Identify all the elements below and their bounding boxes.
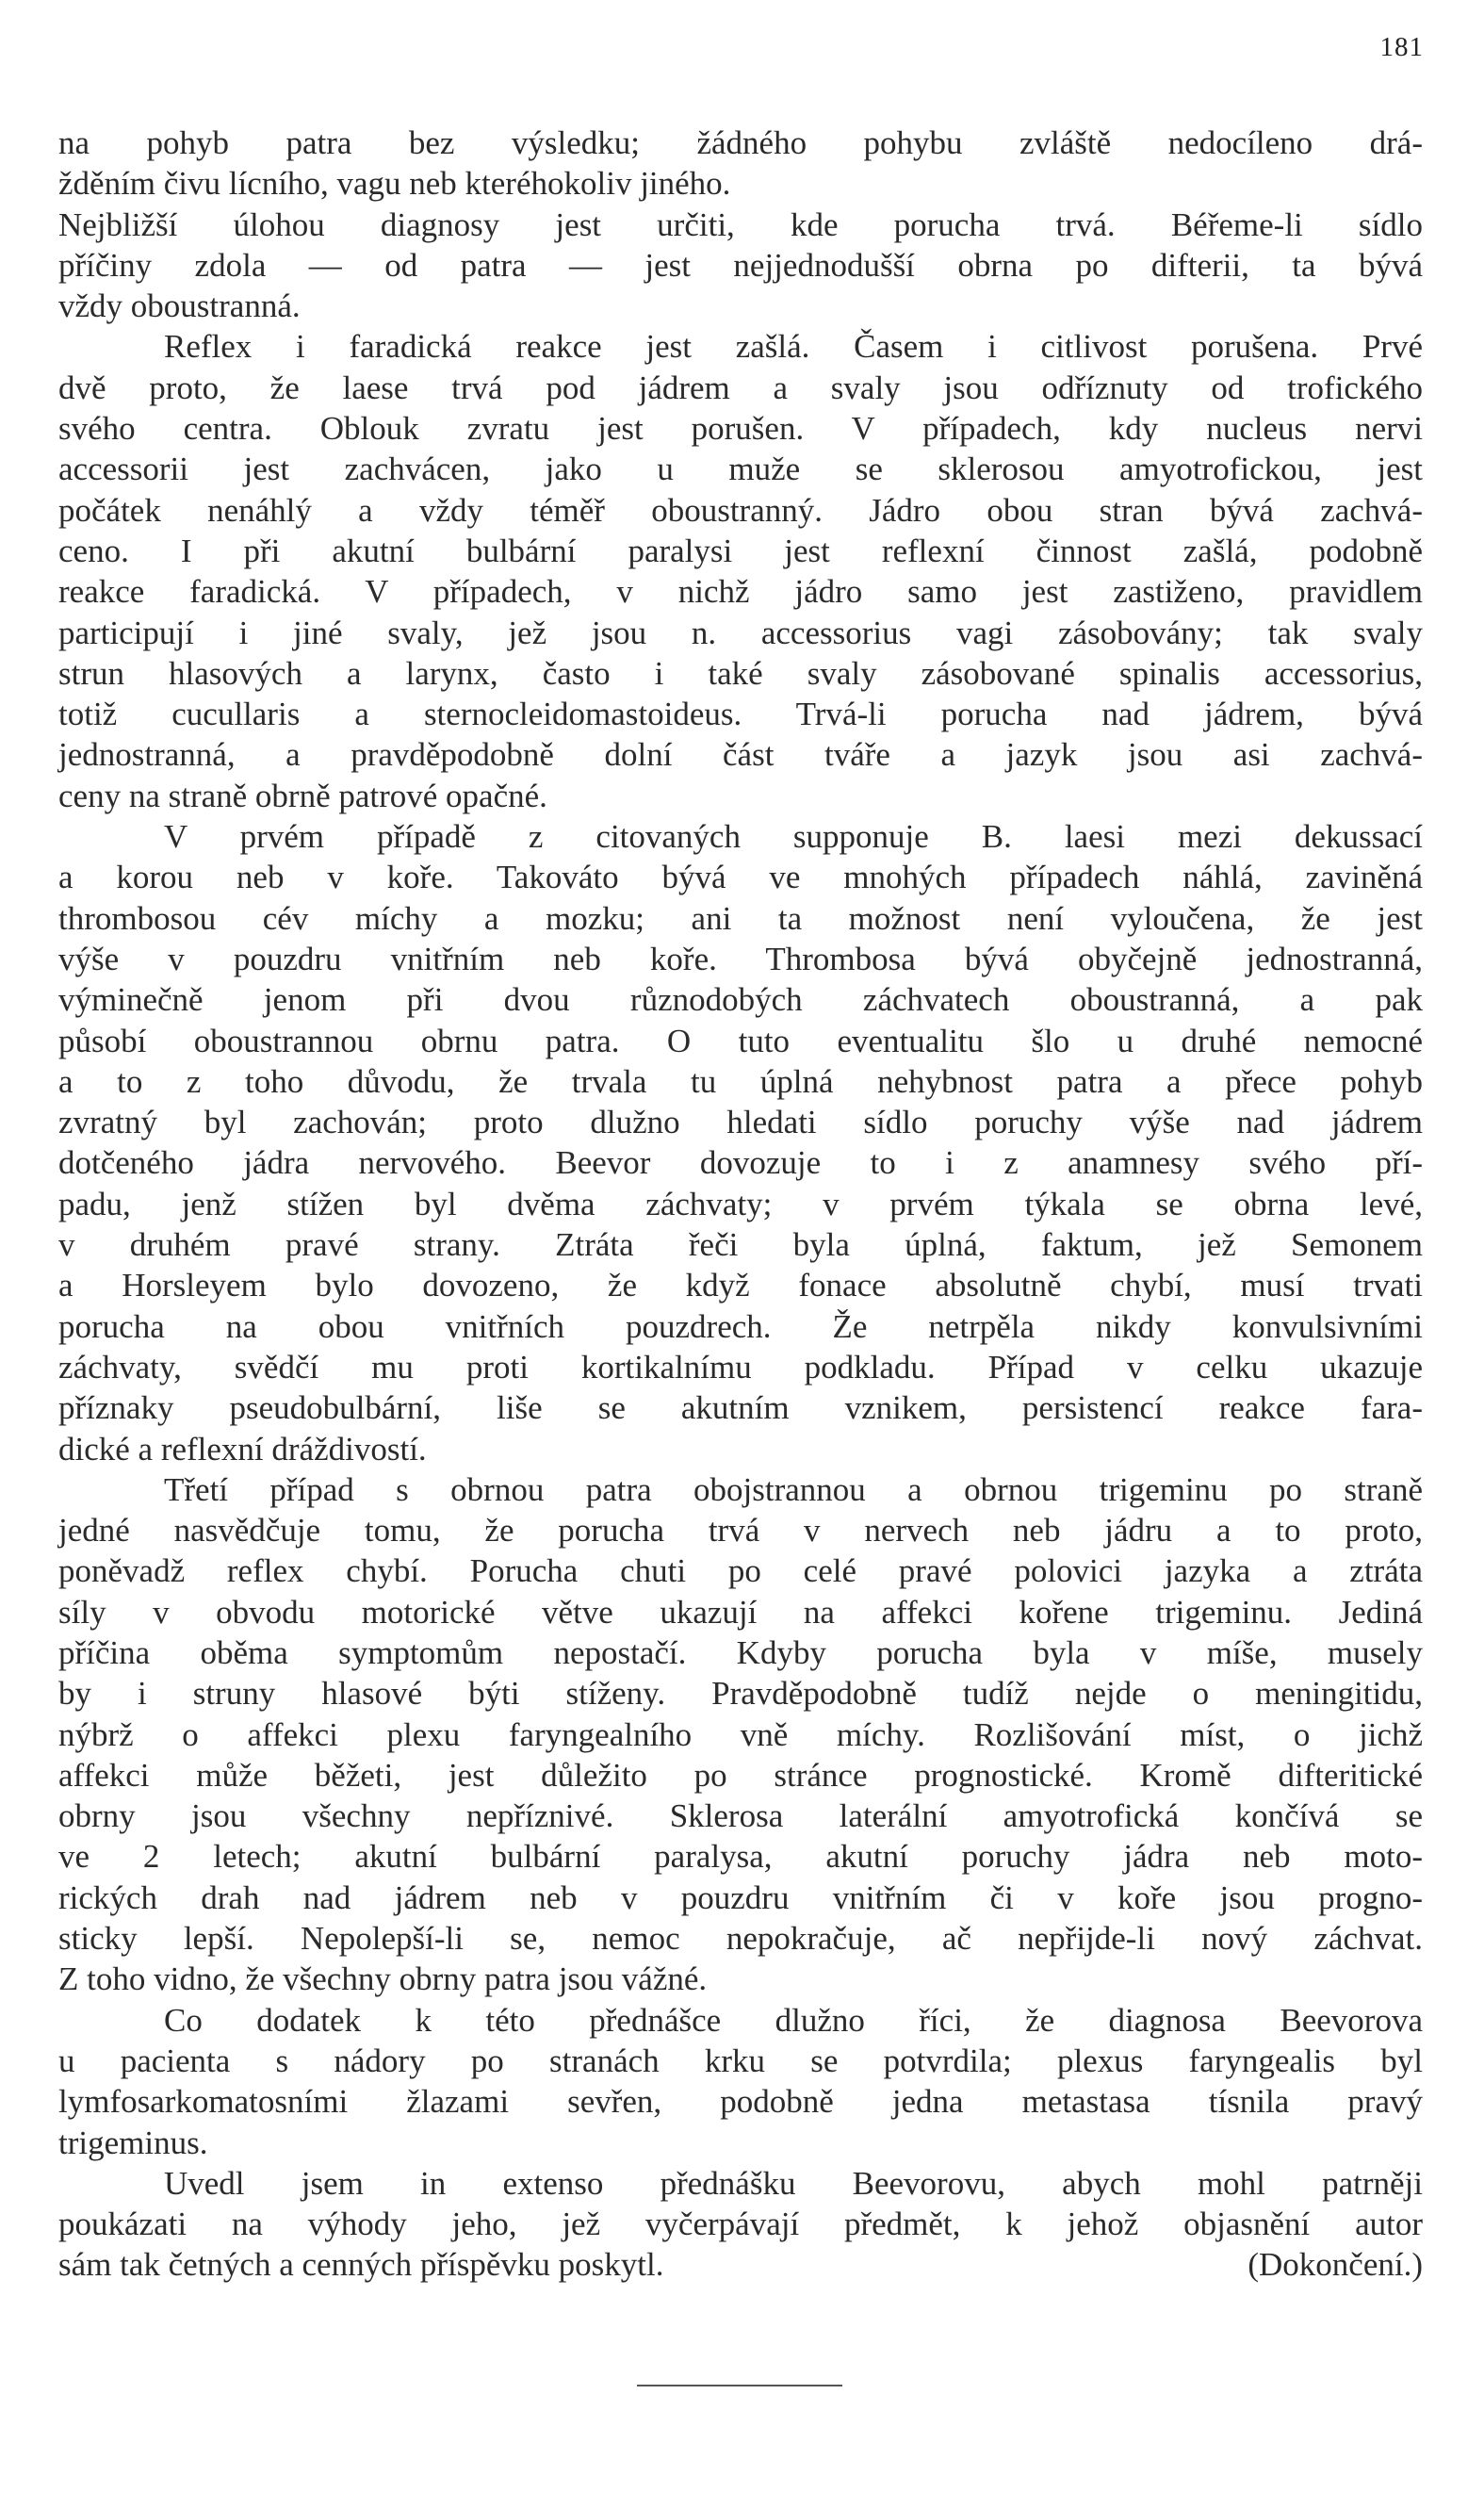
text-line: příznaky pseudobulbární, liše se akutním vznikem, persistencí reakce fara- xyxy=(58,1389,1423,1427)
text-line: dotčeného jádra nervového. Beevor dovozuje to i z anamnesy svého pří- xyxy=(58,1144,1423,1182)
text-line: u pacienta s nádory po stranách krku se potvrdila; plexus faryngealis byl xyxy=(58,2042,1423,2079)
text-line: počátek nenáhlý a vždy téměř oboustranný. Jádro obou stran bývá zachvá- xyxy=(58,491,1423,529)
text-line: příčina oběma symptomům nepostačí. Kdyby porucha byla v míše, musely xyxy=(58,1633,1423,1671)
text-line: rických drah nad jádrem neb v pouzdru vnitřním či v koře jsou progno- xyxy=(58,1878,1423,1916)
text-line: lymfosarkomatosními žlazami sevřen, podobně jedna metastasa tísnila pravý xyxy=(58,2083,1423,2121)
text-line: reakce faradická. V případech, v nichž jádro samo jest zastiženo, pravidlem xyxy=(58,573,1423,611)
text-line: záchvaty, svědčí mu proti kortikalnímu podkladu. Případ v celku ukazuje xyxy=(58,1348,1423,1386)
text-line: poněvadž reflex chybí. Porucha chuti po celé pravé polovici jazyka a ztráta xyxy=(58,1552,1423,1590)
text-line: příčiny zdola — od patra — jest nejjednodušší obrna po difterii, ta bývá xyxy=(58,246,1423,284)
text-line: thrombosou cév míchy a mozku; ani ta možnost není vyloučena, že jest xyxy=(58,899,1423,937)
text-line: poukázati na výhody jeho, jež vyčerpávají předmět, k jehož objasnění autor xyxy=(58,2206,1423,2243)
text-line: totiž cucullaris a sternocleidomastoideus. Trvá-li porucha nad jádrem, bývá xyxy=(58,696,1423,733)
text-line: padu, jenž stížen byl dvěma záchvaty; v prvém týkala se obrna levé, xyxy=(58,1185,1423,1222)
text-line: vždy oboustranná. xyxy=(58,287,301,325)
continuation-note: (Dokončení.) xyxy=(1248,2246,1423,2284)
page-number: 181 xyxy=(1379,32,1424,62)
text-line: v druhém pravé strany. Ztráta řeči byla úplná, faktum, jež Semonem xyxy=(58,1226,1423,1264)
text-line: sticky lepší. Nepolepší-li se, nemoc nepokračuje, ač nepřijde-li nový záchvat. xyxy=(58,1920,1423,1958)
text-line: zvratný byl zachován; proto dlužno hledati sídlo poruchy výše nad jádrem xyxy=(58,1104,1423,1141)
text-line: a to z toho důvodu, že trvala tu úplná nehybnost patra a přece pohyb xyxy=(58,1062,1423,1100)
text-line: Nejbližší úlohou diagnosy jest určiti, kde porucha trvá. Béřeme-li sídlo xyxy=(58,205,1423,243)
text-line: jednostranná, a pravděpodobně dolní část tváře a jazyk jsou asi zachvá- xyxy=(58,736,1423,774)
text-line: na pohyb patra bez výsledku; žádného pohybu zvláště nedocíleno drá- xyxy=(58,124,1423,161)
text-line: Reflex i faradická reakce jest zašlá. Časem i citlivost porušena. Prvé xyxy=(164,328,1423,366)
closing-line xyxy=(58,2244,1423,2285)
text-line: V prvém případě z citovaných supponuje B. laesi mezi dekussací xyxy=(164,818,1423,856)
text-line: a Horsleyem bylo dovozeno, že když fonace absolutně chybí, musí trvati xyxy=(58,1267,1423,1304)
text-line: výše v pouzdru vnitřním neb koře. Thrombosa bývá obyčejně jednostranná, xyxy=(58,940,1423,977)
text-line: síly v obvodu motorické větve ukazují na affekci kořene trigeminu. Jediná xyxy=(58,1593,1423,1631)
text-line: ve 2 letech; akutní bulbární paralysa, akutní poruchy jádra neb moto- xyxy=(58,1838,1423,1876)
text-line: by i struny hlasové býti stíženy. Pravděpodobně tudíž nejde o meningitidu, xyxy=(58,1675,1423,1713)
text-line: dvě proto, že laese trvá pod jádrem a svaly jsou odříznuty od trofického xyxy=(58,369,1423,406)
text-line: dické a reflexní dráždivostí. xyxy=(58,1430,427,1468)
text-line: sám tak četných a cenných příspěvku poskytl. xyxy=(58,2246,664,2284)
text-line: svého centra. Oblouk zvratu jest porušen. V případech, kdy nucleus nervi xyxy=(58,410,1423,448)
text-line: accessorii jest zachvácen, jako u muže se sklerosou amyotrofickou, jest xyxy=(58,451,1423,488)
text-line: ceny na straně obrně patrové opačné. xyxy=(58,777,547,814)
text-line: Třetí případ s obrnou patra obojstrannou a obrnou trigeminu po straně xyxy=(164,1470,1423,1508)
text-line: žděním čivu lícního, vagu neb kteréhokoliv jiného. xyxy=(58,165,731,203)
end-divider xyxy=(637,2385,842,2386)
text-line: Uvedl jsem in extenso přednášku Beevorovu, abych mohl patrněji xyxy=(164,2164,1423,2202)
text-line: Co dodatek k této přednášce dlužno říci, že diagnosa Beevorova xyxy=(164,2001,1423,2039)
text-line: a korou neb v koře. Takováto bývá ve mnohých případech náhlá, zaviněná xyxy=(58,859,1423,896)
text-line: affekci může běžeti, jest důležito po stránce prognostické. Kromě difteritické xyxy=(58,1756,1423,1794)
text-line: ceno. I při akutní bulbární paralysi jest reflexní činnost zašlá, podobně xyxy=(58,532,1423,569)
text-line: strun hlasových a larynx, často i také svaly zásobované spinalis accessorius, xyxy=(58,654,1423,692)
text-line: nýbrž o affekci plexu faryngealního vně míchy. Rozlišování míst, o jichž xyxy=(58,1715,1423,1753)
text-line: participují i jiné svaly, jež jsou n. accessorius vagi zásobovány; tak svaly xyxy=(58,614,1423,651)
text-line: výminečně jenom při dvou různodobých záchvatech oboustranná, a pak xyxy=(58,981,1423,1019)
text-line: působí oboustrannou obrnu patra. O tuto eventualitu šlo u druhé nemocné xyxy=(58,1022,1423,1059)
text-line: trigeminus. xyxy=(58,2124,208,2161)
body-text xyxy=(58,123,1423,2286)
text-line: porucha na obou vnitřních pouzdrech. Že netrpěla nikdy konvulsivními xyxy=(58,1307,1423,1345)
text-line: jedné nasvědčuje tomu, že porucha trvá v nervech neb jádru a to proto, xyxy=(58,1512,1423,1550)
text-line: obrny jsou všechny nepříznivé. Sklerosa laterální amyotrofická končívá se xyxy=(58,1797,1423,1835)
text-line: Z toho vidno, že všechny obrny patra jsou vážné. xyxy=(58,1960,708,1998)
